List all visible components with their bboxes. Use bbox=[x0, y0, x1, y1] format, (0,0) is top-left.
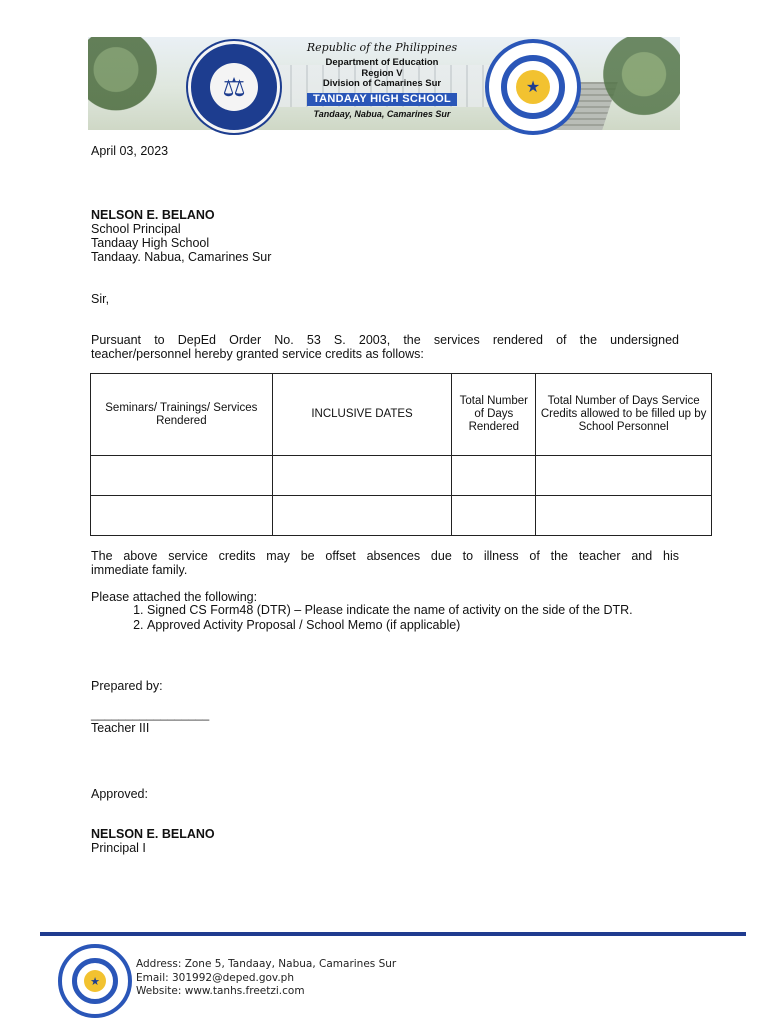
table-row bbox=[91, 456, 712, 496]
header-region: Region V bbox=[361, 67, 403, 79]
table-header-cell: Seminars/ Trainings/ Services Rendered bbox=[91, 374, 273, 456]
deped-seal-icon bbox=[188, 41, 280, 133]
footer-address: Address: Zone 5, Tandaay, Nabua, Camarines Sur bbox=[136, 958, 397, 970]
table-header-cell: INCLUSIVE DATES bbox=[272, 374, 452, 456]
table-cell[interactable] bbox=[91, 496, 273, 536]
offset-paragraph-line1: The above service credits may be offset absences due to illness of the teacher and his bbox=[91, 549, 679, 563]
table-cell[interactable] bbox=[91, 456, 273, 496]
recipient-school: Tandaay High School bbox=[91, 236, 210, 250]
header-text-block bbox=[282, 42, 482, 120]
header-republic: Republic of the Philippines bbox=[306, 41, 458, 54]
table-header-cell: Total Number of Days Rendered bbox=[452, 374, 536, 456]
recipient-address: Tandaay. Nabua, Camarines Sur bbox=[91, 250, 272, 264]
preparer-title: Teacher III bbox=[91, 721, 150, 735]
table-cell[interactable] bbox=[452, 456, 536, 496]
prepared-by-label: Prepared by: bbox=[91, 679, 163, 693]
footer-contact bbox=[136, 958, 396, 999]
school-seal-icon bbox=[485, 39, 581, 135]
service-credits-table bbox=[90, 373, 712, 536]
header-department: Department of Education bbox=[325, 57, 439, 69]
offset-paragraph-line2: immediate family. bbox=[91, 563, 188, 577]
school-seal-ring bbox=[501, 55, 565, 119]
footer-seal-core: ★ bbox=[84, 970, 106, 992]
table-row bbox=[91, 496, 712, 536]
salutation: Sir, bbox=[91, 292, 110, 306]
list-item: 1. Signed CS Form48 (DTR) – Please indicate the name of activity on the side of the DTR. bbox=[147, 603, 679, 618]
footer-website: Website: www.tanhs.freetzi.com bbox=[136, 985, 305, 997]
school-seal-core: ★ bbox=[516, 70, 550, 104]
footer-divider bbox=[40, 932, 746, 936]
table-cell[interactable] bbox=[272, 456, 452, 496]
approver-name: NELSON E. BELANO bbox=[91, 827, 215, 841]
header-school-address: Tandaay, Nabua, Camarines Sur bbox=[313, 109, 451, 119]
footer-email: Email: 301992@deped.gov.ph bbox=[136, 971, 294, 984]
table-cell[interactable] bbox=[536, 496, 712, 536]
approver-title: Principal I bbox=[91, 841, 146, 855]
tree-image bbox=[590, 37, 680, 130]
attachments-intro: Please attached the following: bbox=[91, 590, 258, 604]
table-header-row bbox=[91, 374, 712, 456]
table-header-cell: Total Number of Days Service Credits allowed to be filled up by School Personnel bbox=[536, 374, 712, 456]
signature-line: _________________ bbox=[91, 707, 210, 721]
table-cell[interactable] bbox=[536, 456, 712, 496]
recipient-name: NELSON E. BELANO bbox=[91, 208, 215, 222]
deped-seal-emblem: ⚖ bbox=[210, 63, 258, 111]
attachments-list bbox=[91, 603, 679, 632]
approved-label: Approved: bbox=[91, 787, 148, 801]
intro-paragraph-line2: teacher/personnel hereby granted service credits as follows: bbox=[91, 347, 424, 361]
footer-seal-ring bbox=[72, 958, 118, 1004]
header-school-name: TANDAAY HIGH SCHOOL bbox=[307, 93, 457, 105]
table-cell[interactable] bbox=[452, 496, 536, 536]
table-cell[interactable] bbox=[272, 496, 452, 536]
school-seal-icon bbox=[58, 944, 132, 1018]
list-item: 2. Approved Activity Proposal / School Memo (if applicable) bbox=[147, 618, 679, 633]
letter-date: April 03, 2023 bbox=[91, 144, 169, 158]
intro-paragraph-line1: Pursuant to DepEd Order No. 53 S. 2003, the services rendered of the undersigned bbox=[91, 333, 679, 347]
recipient-title: School Principal bbox=[91, 222, 181, 236]
header-division: Division of Camarines Sur bbox=[322, 77, 442, 89]
tree-image bbox=[88, 37, 158, 130]
